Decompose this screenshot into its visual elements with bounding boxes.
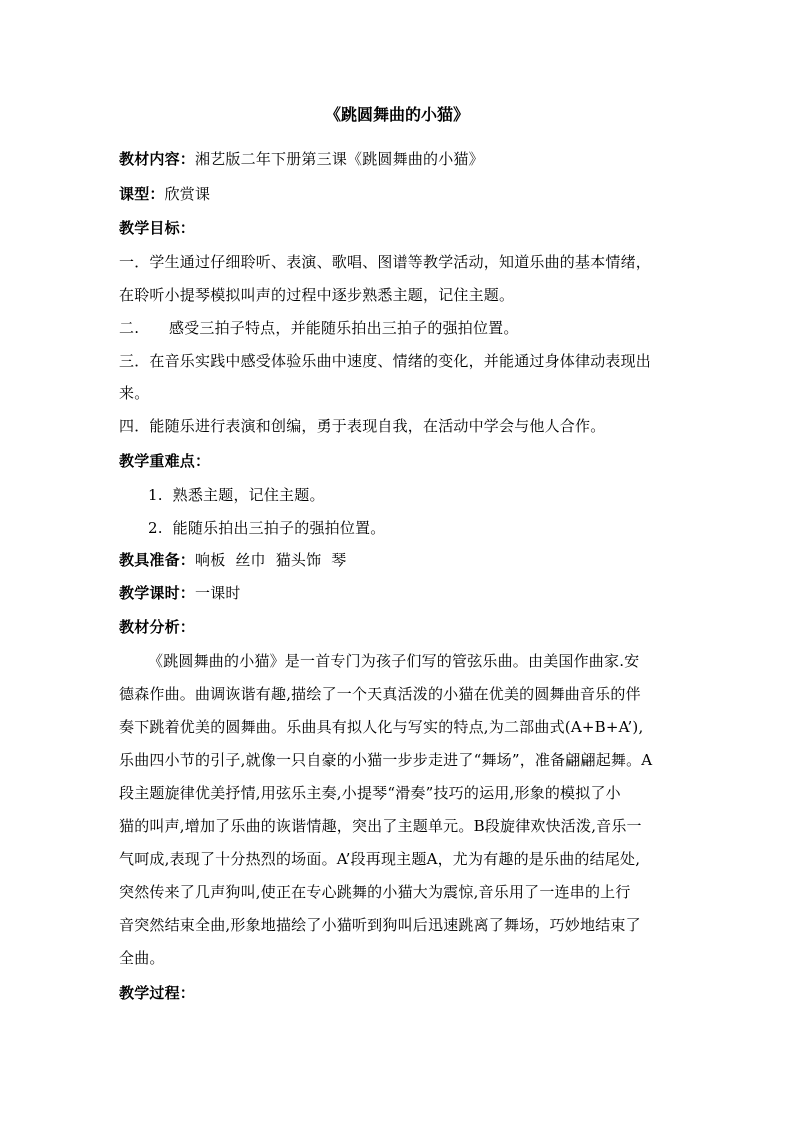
goal-line: 来。 <box>119 384 150 402</box>
goal-line: 二. 感受三拍子特点，并能随乐拍出三拍子的强拍位置。 <box>119 319 519 337</box>
goal-line: 四．能随乐进行表演和创编，勇于表现自我，在活动中学会与他人合作。 <box>119 417 606 435</box>
hours-line <box>119 582 241 603</box>
lesson-type-value: 欣赏课 <box>164 185 211 203</box>
hours-value: 一课时 <box>195 584 241 602</box>
process-heading: 教学过程： <box>119 984 196 1002</box>
goal-line: 三．在音乐实践中感受体验乐曲中速度、情绪的变化，并能通过身体律动表现出 <box>119 352 652 370</box>
analysis-line: 段主题旋律优美抒情,用弦乐主奏,小提琴“滑奏”技巧的运用,形象的模拟了小 <box>119 784 621 802</box>
analysis-line: 猫的叫声,增加了乐曲的诙谐情趣，突出了主题单元。B段旋律欢快活泼,音乐一 <box>119 817 642 835</box>
analysis-line: 乐曲四小节的引子,就像一只自豪的小猫一步步走进了“舞场”，准备翩翩起舞。A <box>119 751 653 769</box>
key-point-item: 1. 熟悉主题，记住主题。 <box>148 486 325 504</box>
tools-value: 响板 丝巾 猫头饰 琴 <box>195 551 347 569</box>
material-value: 湘艺版二年下册第三课《跳圆舞曲的小猫》 <box>195 150 484 168</box>
tools-label: 教具准备： <box>119 551 196 569</box>
material-line <box>119 148 484 169</box>
analysis-heading: 教材分析： <box>119 618 196 636</box>
lesson-type-label: 课型： <box>119 185 165 203</box>
analysis-line: 《跳圆舞曲的小猫》是一首专门为孩子们写的管弦乐曲。由美国作曲家.安 <box>148 652 640 670</box>
lesson-type-line <box>119 183 210 204</box>
analysis-line: 全曲。 <box>119 949 165 967</box>
key-point-item: 2. 能随乐拍出三拍子的强拍位置。 <box>148 519 386 537</box>
key-points-heading: 教学重难点： <box>119 452 211 470</box>
analysis-line: 气呵成,表现了十分热烈的场面。A’段再现主题A，尤为有趣的是乐曲的结尾处, <box>119 850 641 868</box>
analysis-line: 德森作曲。曲调诙谐有趣,描绘了一个天真活泼的小猫在优美的圆舞曲音乐的伴 <box>119 685 641 703</box>
tools-line <box>119 549 346 570</box>
document-title: 《跳圆舞曲的小猫》 <box>324 105 469 124</box>
hours-label: 教学课时： <box>119 584 196 602</box>
analysis-line: 音突然结束全曲,形象地描绘了小猫听到狗叫后迅速跳离了舞场，巧妙地结束了 <box>119 916 641 934</box>
goal-line: 一．学生通过仔细聆听、表演、歌唱、图谱等教学活动，知道乐曲的基本情绪， <box>119 253 652 271</box>
analysis-line: 突然传来了几声狗叫,使正在专心跳舞的小猫大为震惊,音乐用了一连串的上行 <box>119 883 631 901</box>
material-label: 教材内容： <box>119 150 196 168</box>
goals-heading: 教学目标： <box>119 219 196 237</box>
goal-line: 在聆听小提琴模拟叫声的过程中逐步熟悉主题，记住主题。 <box>119 286 515 304</box>
analysis-line: 奏下跳着优美的圆舞曲。乐曲具有拟人化与写实的特点,为二部曲式(A+B+A’), <box>119 718 644 736</box>
